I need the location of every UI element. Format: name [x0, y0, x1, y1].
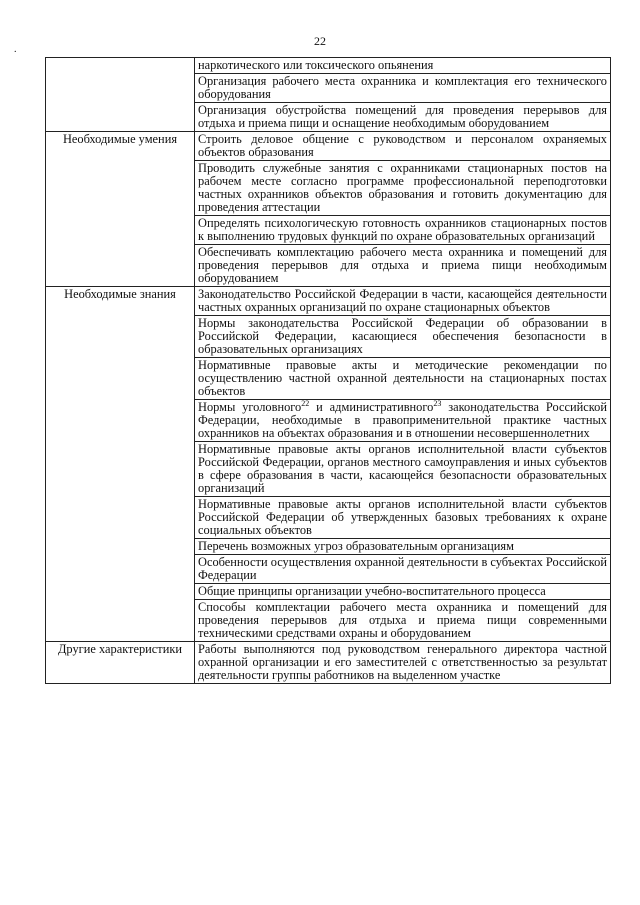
row-label-skills: Необходимые умения	[46, 132, 195, 287]
page-number: 22	[314, 34, 326, 48]
table-cell-text: Нормативные правовые акты органов исполнительной власти субъектов Российской Федерации, органов местного самоуправления и иных субъектов в сфере образования в части, касающейся безопасности образовательных организаций	[195, 442, 611, 497]
table-row	[46, 287, 611, 316]
footnote-ref-22: 22	[301, 398, 310, 408]
margin-mark: .	[14, 44, 17, 55]
table-row	[46, 58, 611, 74]
table-row	[46, 132, 611, 161]
table-cell-text: наркотического или токсического опьянения	[195, 58, 611, 74]
text-part: Нормы уголовного	[198, 400, 302, 414]
table-cell-text: Особенности осуществления охранной деятельности в субъектах Российской Федерации	[195, 555, 611, 584]
table-cell-text: Общие принципы организации учебно-воспитательного процесса	[195, 584, 611, 600]
text-part: и административного	[309, 400, 434, 414]
row-label-knowledge: Необходимые знания	[46, 287, 195, 642]
row-label-other: Другие характеристики	[46, 642, 195, 684]
table-cell-text: Нормы законодательства Российской Федерации об образовании в Российской Федерации, касающиеся обеспечения безопасности в образовательных организациях	[195, 316, 611, 358]
table-cell-text: Нормативные правовые акты и методические рекомендации по осуществлению частной охранной деятельности на стационарных постах объектов	[195, 358, 611, 400]
table-cell-text: Законодательство Российской Федерации в части, касающейся деятельности частных охранных организаций по охране стационарных объектов	[195, 287, 611, 316]
table-cell-text: Организация обустройства помещений для проведения перерывов для отдыха и приема пищи и оснащение необходимым оборудованием	[195, 103, 611, 132]
table-cell-text: Перечень возможных угроз образовательным организациям	[195, 539, 611, 555]
table-cell-text: Способы комплектации рабочего места охранника и помещений для проведения перерывов для отдыха и приема пищи современными техническими средствами охраны и оборудованием	[195, 600, 611, 642]
row-label-continued	[46, 58, 195, 132]
table-cell-text: Организация рабочего места охранника и комплектация его технического оборудования	[195, 74, 611, 103]
table-cell-text: Строить деловое общение с руководством и персоналом охраняемых объектов образования	[195, 132, 611, 161]
table-cell-text	[195, 400, 611, 442]
footnote-ref-23: 23	[433, 398, 442, 408]
competency-table	[45, 57, 611, 684]
table-cell-text: Определять психологическую готовность охранников стационарных постов к выполнению трудовых функций по охране образовательных организаций	[195, 216, 611, 245]
text-part: законодательства Российской Федерации, необходимые в правоприменительной практике частных охранников на объектах образования и в отношении несовершеннолетних	[198, 400, 607, 440]
table-row	[46, 642, 611, 684]
table-cell-text: Обеспечивать комплектацию рабочего места охранника и помещений для проведения перерывов для отдыха и приема пищи необходимым оборудованием	[195, 245, 611, 287]
table-cell-text: Проводить служебные занятия с охранниками стационарных постов на рабочем месте согласно программе профессиональной переподготовки частных охранников объектов образования и готовить документацию для проведения аттестации	[195, 161, 611, 216]
table-cell-text: Работы выполняются под руководством генерального директора частной охранной организации и его заместителей с ответственностью за результат деятельности группы работников на выделенном участке	[195, 642, 611, 684]
table-cell-text: Нормативные правовые акты органов исполнительной власти субъектов Российской Федерации об утвержденных базовых требованиях к охране социальных объектов	[195, 497, 611, 539]
